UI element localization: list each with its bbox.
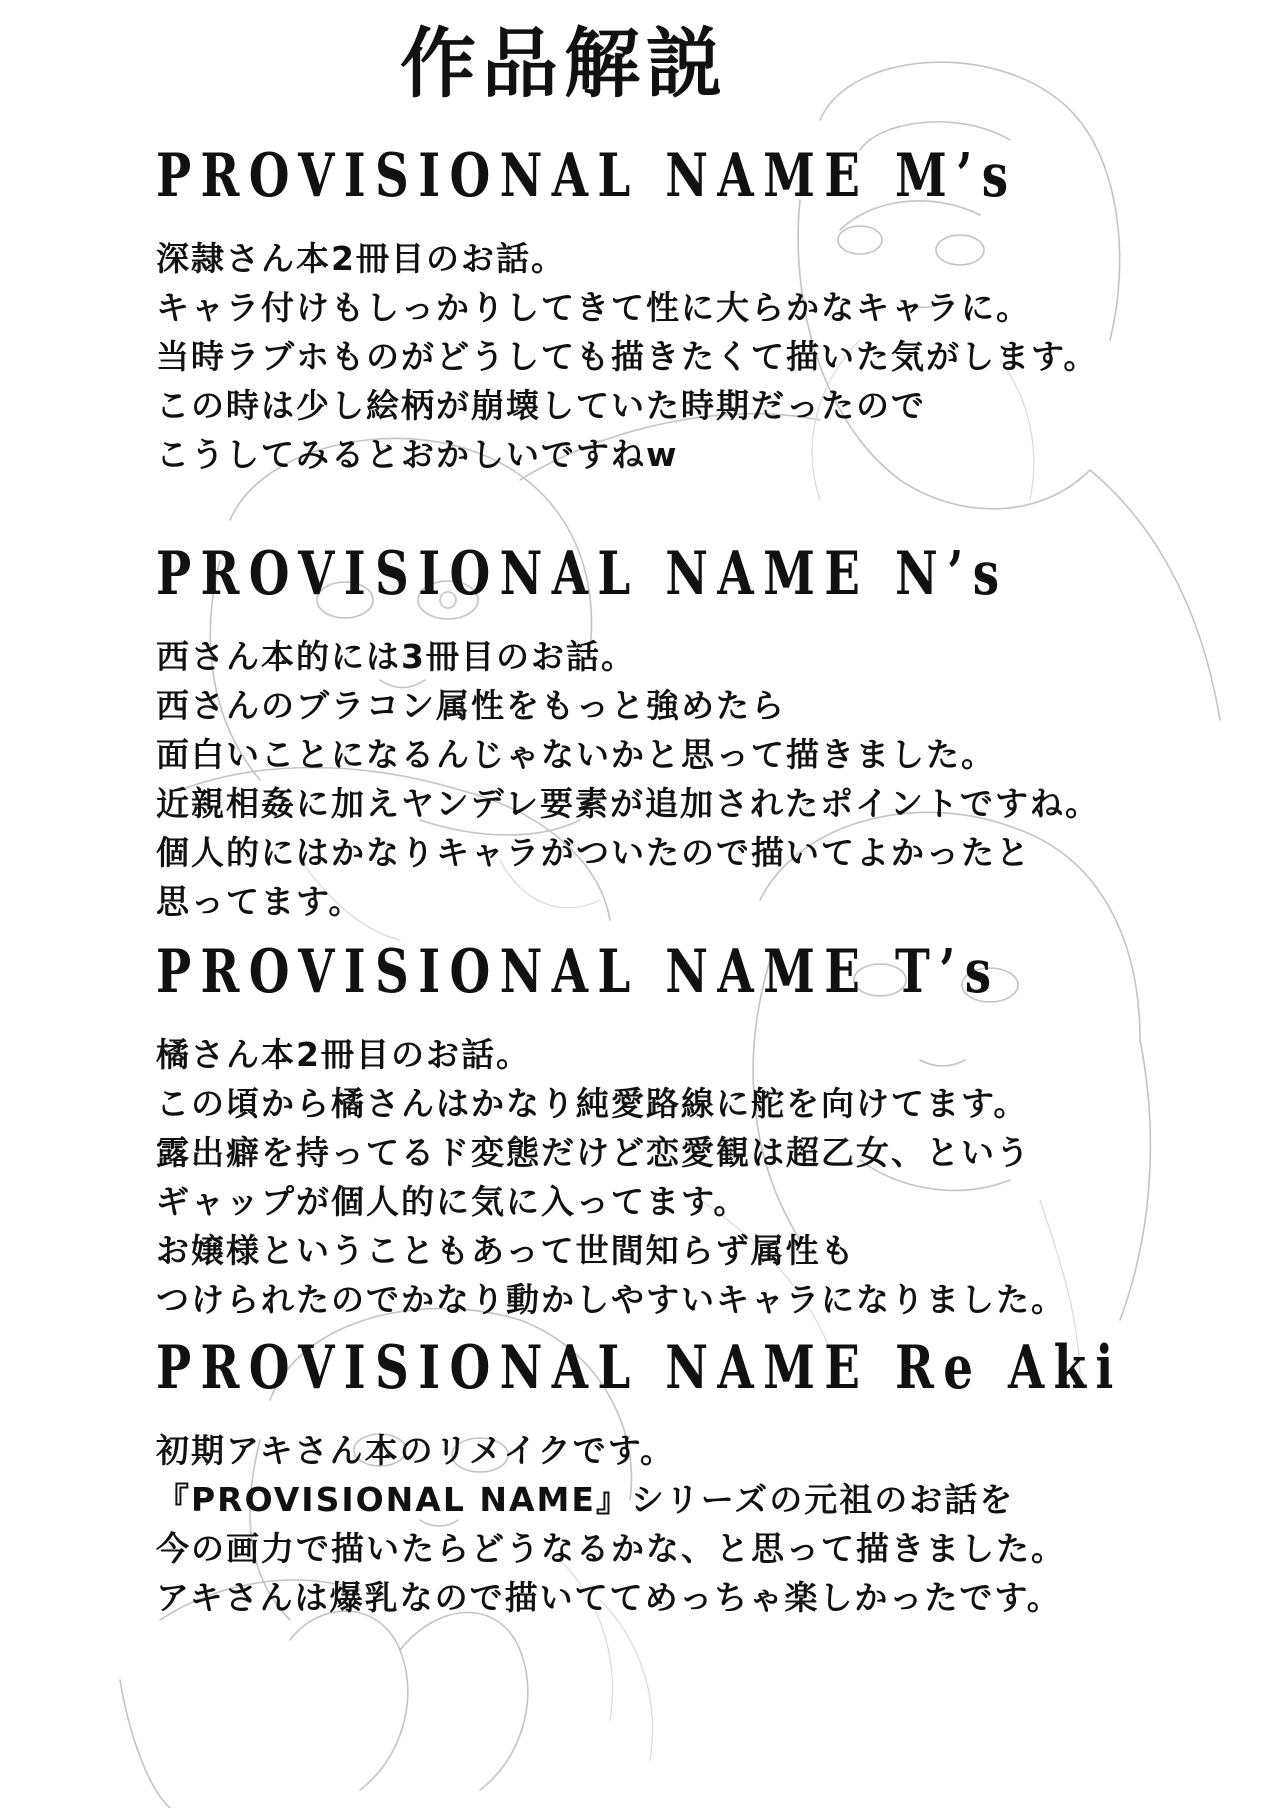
body-line: ギャップが個人的に気に入ってます。 — [156, 1182, 749, 1221]
body-line: 『PROVISIONAL NAME』シリーズの元祖のお話を — [156, 1480, 1015, 1519]
body-line: 西さんのブラコン属性をもっと強めたら — [156, 686, 786, 725]
section-body — [156, 1426, 1236, 1622]
section-re-aki — [156, 1330, 1236, 1622]
body-line: お嬢様ということもあって世間知らず属性も — [156, 1231, 856, 1270]
body-line: 橘さん本2冊目のお話。 — [156, 1035, 531, 1074]
body-line: 西さん本的には3冊目のお話。 — [156, 637, 636, 676]
body-line: 今の画力で描いたらどうなるかな、と思って描きました。 — [156, 1529, 1066, 1568]
body-line: 初期アキさん本のリメイクです。 — [156, 1431, 676, 1470]
section-body — [156, 632, 1236, 926]
body-line: 深隷さん本2冊目のお話。 — [156, 239, 566, 278]
section-heading: PROVISIONAL NAME T’s — [156, 937, 1001, 1007]
section-t-s — [156, 934, 1236, 1324]
body-line: 個人的にはかなりキャラがついたので描いてよかったと — [156, 833, 1031, 872]
body-line: この時は少し絵柄が崩壊していた時期だったので — [156, 386, 926, 425]
section-body — [156, 1030, 1236, 1324]
body-line: 近親相姦に加えヤンデレ要素が追加されたポイントですね。 — [156, 784, 1101, 823]
section-heading: PROVISIONAL NAME M’s — [156, 141, 1018, 211]
section-body — [156, 234, 1236, 479]
section-n-s — [156, 536, 1236, 926]
body-line: 露出癖を持ってるド変態だけど恋愛観は超乙女、という — [156, 1133, 1031, 1172]
body-line: アキさんは爆乳なので描いててめっちゃ楽しかったです。 — [156, 1578, 1062, 1617]
body-line: 面白いことになるんじゃないかと思って描きました。 — [156, 735, 996, 774]
body-line: 思ってます。 — [156, 882, 364, 921]
section-heading: PROVISIONAL NAME Re Aki — [156, 1333, 1123, 1403]
body-line: 当時ラブホものがどうしても描きたくて描いた気がします。 — [156, 337, 1099, 376]
body-line: キャラ付けもしっかりしてきて性に大らかなキャラに。 — [156, 288, 1031, 327]
section-heading: PROVISIONAL NAME N’s — [156, 539, 1009, 609]
body-line: こうしてみるとおかしいですねw — [156, 435, 679, 474]
section-m-s — [156, 138, 1236, 479]
page-title: 作品解説 — [400, 19, 728, 108]
body-line: つけられたのでかなり動かしやすいキャラになりました。 — [156, 1280, 1066, 1319]
body-line: この頃から橘さんはかなり純愛路線に舵を向けてます。 — [156, 1084, 1029, 1123]
